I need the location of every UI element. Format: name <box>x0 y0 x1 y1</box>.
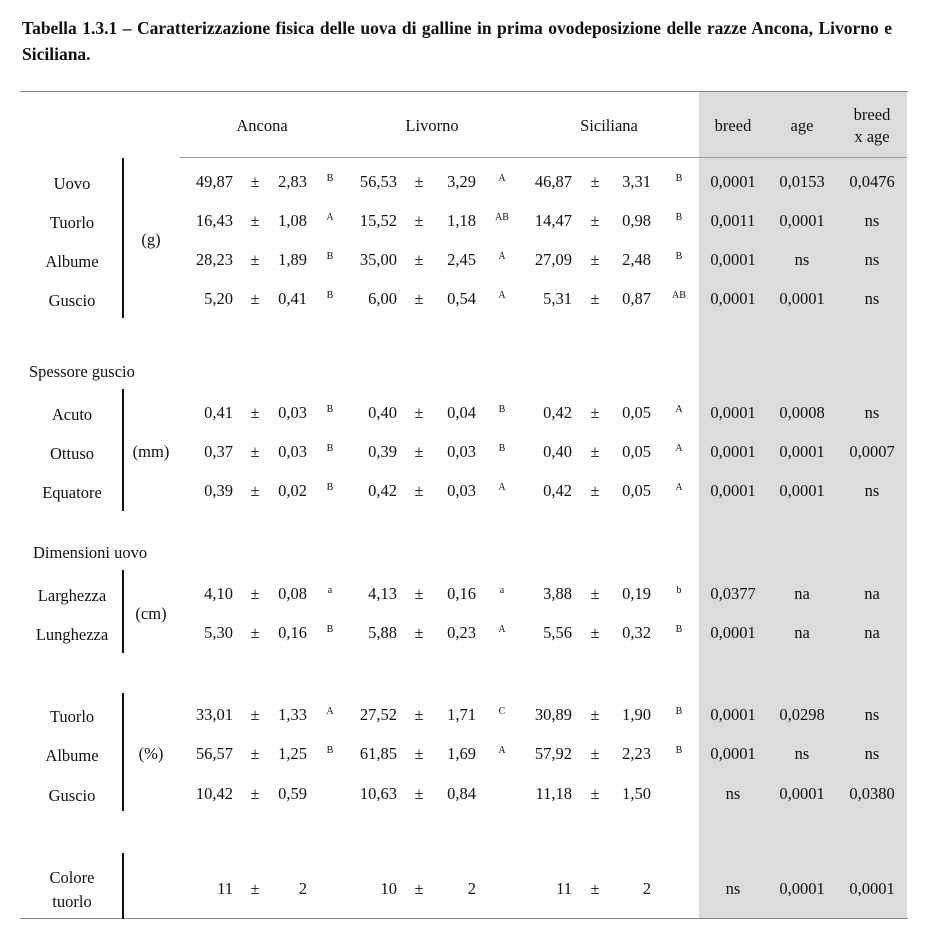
mean-value: 0,39 <box>204 481 233 500</box>
row-label: Ottuso <box>49 444 95 463</box>
sd-value: 0,87 <box>622 289 651 308</box>
plus-minus-sign: ± <box>590 211 600 230</box>
significance-letter: A <box>498 290 506 301</box>
p-value: 0,0001 <box>710 442 756 461</box>
sd-value: 2,45 <box>447 250 476 269</box>
significance-letter: B <box>326 404 334 415</box>
significance-letter: B <box>498 443 506 454</box>
plus-minus-sign: ± <box>590 442 600 461</box>
significance-letter: b <box>676 585 682 596</box>
plus-minus-sign: ± <box>414 784 424 803</box>
unit-label: (mm) <box>132 442 170 461</box>
significance-letter: A <box>498 624 506 635</box>
mean-value: 0,42 <box>368 481 397 500</box>
p-value: 0,0001 <box>779 442 825 461</box>
significance-letter: B <box>326 251 334 262</box>
sd-value: 0,05 <box>622 403 651 422</box>
plus-minus-sign: ± <box>414 584 424 603</box>
p-value: ns <box>864 289 880 308</box>
mean-value: 14,47 <box>534 211 572 230</box>
row-label: Albume <box>45 746 99 765</box>
sd-value: 2,83 <box>278 172 307 191</box>
p-value: na <box>864 584 880 603</box>
sd-value: 0,98 <box>622 211 651 230</box>
p-value: 0,0001 <box>710 289 756 308</box>
mean-value: 4,10 <box>204 584 233 603</box>
plus-minus-sign: ± <box>250 442 260 461</box>
plus-minus-sign: ± <box>590 172 600 191</box>
p-value: 0,0001 <box>779 481 825 500</box>
sd-value: 2 <box>642 879 651 898</box>
mean-value: 61,85 <box>359 744 397 763</box>
p-value: na <box>794 623 810 642</box>
significance-letter: A <box>675 443 683 454</box>
p-value: ns <box>864 744 880 763</box>
sd-value: 3,31 <box>622 172 651 191</box>
plus-minus-sign: ± <box>414 744 424 763</box>
p-value: 0,0153 <box>779 172 825 191</box>
mean-value: 0,40 <box>368 403 397 422</box>
significance-letter: a <box>499 585 505 596</box>
row-label: Tuorlo <box>49 213 95 232</box>
sd-value: 2 <box>467 879 476 898</box>
row-label: Larghezza <box>37 586 107 605</box>
mean-value: 11,18 <box>535 784 572 803</box>
mean-value: 27,52 <box>359 705 397 724</box>
p-value: ns <box>864 705 880 724</box>
p-value: 0,0476 <box>849 172 895 191</box>
p-value: 0,0001 <box>710 403 756 422</box>
mean-value: 0,42 <box>543 403 572 422</box>
plus-minus-sign: ± <box>250 784 260 803</box>
sd-value: 1,08 <box>278 211 307 230</box>
significance-letter: a <box>327 585 333 596</box>
row-label: Guscio <box>48 786 96 805</box>
p-value: ns <box>864 250 880 269</box>
sd-value: 2 <box>298 879 307 898</box>
p-value: 0,0001 <box>779 211 825 230</box>
column-header-ancona: Ancona <box>236 116 288 135</box>
plus-minus-sign: ± <box>414 289 424 308</box>
mean-value: 6,00 <box>368 289 397 308</box>
significance-letter: B <box>498 404 506 415</box>
significance-letter: B <box>675 745 683 756</box>
plus-minus-sign: ± <box>250 879 260 898</box>
plus-minus-sign: ± <box>250 584 260 603</box>
significance-letter: A <box>498 173 506 184</box>
sd-value: 0,19 <box>622 584 651 603</box>
mean-value: 35,00 <box>359 250 397 269</box>
significance-letter: B <box>675 624 683 635</box>
mean-value: 5,56 <box>543 623 572 642</box>
plus-minus-sign: ± <box>414 879 424 898</box>
p-value: 0,0001 <box>779 879 825 898</box>
mean-value: 56,57 <box>195 744 233 763</box>
sd-value: 0,32 <box>622 623 651 642</box>
mean-value: 4,13 <box>368 584 397 603</box>
p-value: ns <box>725 879 741 898</box>
p-value: 0,0007 <box>849 442 895 461</box>
sd-value: 1,69 <box>447 744 476 763</box>
plus-minus-sign: ± <box>590 250 600 269</box>
sd-value: 0,05 <box>622 481 651 500</box>
mean-value: 0,37 <box>204 442 233 461</box>
plus-minus-sign: ± <box>414 172 424 191</box>
sd-value: 1,50 <box>622 784 651 803</box>
sd-value: 1,90 <box>622 705 651 724</box>
p-value: ns <box>794 250 810 269</box>
significance-letter: A <box>326 212 334 223</box>
row-group-divider <box>122 158 124 318</box>
mean-value: 49,87 <box>195 172 233 191</box>
significance-letter: B <box>326 745 334 756</box>
plus-minus-sign: ± <box>414 403 424 422</box>
sd-value: 1,18 <box>447 211 476 230</box>
p-value: 0,0001 <box>710 744 756 763</box>
sd-value: 2,48 <box>622 250 651 269</box>
p-value: ns <box>794 744 810 763</box>
p-value: na <box>864 623 880 642</box>
column-header-siciliana: Siciliana <box>580 116 638 135</box>
unit-label: (%) <box>138 744 164 763</box>
group-title: Spessore guscio <box>29 362 135 381</box>
plus-minus-sign: ± <box>414 211 424 230</box>
plus-minus-sign: ± <box>414 250 424 269</box>
plus-minus-sign: ± <box>414 442 424 461</box>
p-value: 0,0001 <box>710 172 756 191</box>
header-underline <box>180 157 907 158</box>
mean-value: 0,42 <box>543 481 572 500</box>
mean-value: 5,20 <box>204 289 233 308</box>
sd-value: 0,16 <box>278 623 307 642</box>
sd-value: 0,08 <box>278 584 307 603</box>
significance-letter: AB <box>672 290 686 301</box>
sd-value: 2,23 <box>622 744 651 763</box>
bottom-rule <box>20 918 908 919</box>
p-value: 0,0001 <box>710 705 756 724</box>
mean-value: 11 <box>556 879 572 898</box>
significance-letter: B <box>326 290 334 301</box>
plus-minus-sign: ± <box>250 403 260 422</box>
table-caption: Tabella 1.3.1 – Caratterizzazione fisica delle uova di galline in prima ovodeposizione delle razze Ancona, Livorno e Siciliana. <box>22 18 892 64</box>
column-header-stat-1: breed <box>714 116 752 135</box>
mean-value: 16,43 <box>195 211 233 230</box>
significance-letter: A <box>498 251 506 262</box>
sd-value: 1,71 <box>447 705 476 724</box>
plus-minus-sign: ± <box>250 250 260 269</box>
sd-value: 0,84 <box>447 784 476 803</box>
p-value: 0,0001 <box>710 481 756 500</box>
significance-letter: A <box>326 706 334 717</box>
mean-value: 15,52 <box>359 211 397 230</box>
row-label: Uovo <box>53 174 91 193</box>
sd-value: 1,25 <box>278 744 307 763</box>
plus-minus-sign: ± <box>250 744 260 763</box>
significance-letter: A <box>675 482 683 493</box>
p-value: 0,0001 <box>849 879 895 898</box>
p-value: 0,0001 <box>779 289 825 308</box>
row-label: Guscio <box>48 291 96 310</box>
plus-minus-sign: ± <box>414 705 424 724</box>
p-value: ns <box>864 481 880 500</box>
significance-letter: B <box>675 251 683 262</box>
mean-value: 5,88 <box>368 623 397 642</box>
mean-value: 5,31 <box>543 289 572 308</box>
sd-value: 0,02 <box>278 481 307 500</box>
significance-letter: B <box>326 624 334 635</box>
mean-value: 5,30 <box>204 623 233 642</box>
plus-minus-sign: ± <box>590 879 600 898</box>
mean-value: 0,40 <box>543 442 572 461</box>
plus-minus-sign: ± <box>590 403 600 422</box>
significance-letter: A <box>675 404 683 415</box>
row-group-divider <box>122 693 124 811</box>
sd-value: 1,33 <box>278 705 307 724</box>
significance-letter: B <box>326 482 334 493</box>
column-header-stat-2: age <box>790 116 814 135</box>
sd-value: 0,03 <box>447 442 476 461</box>
plus-minus-sign: ± <box>590 623 600 642</box>
plus-minus-sign: ± <box>590 481 600 500</box>
p-value: na <box>794 584 810 603</box>
row-label: Lunghezza <box>35 625 109 644</box>
column-header-livorno: Livorno <box>405 116 459 135</box>
significance-letter: AB <box>495 212 509 223</box>
plus-minus-sign: ± <box>250 481 260 500</box>
p-value: 0,0001 <box>779 784 825 803</box>
mean-value: 10 <box>380 879 397 898</box>
sd-value: 3,29 <box>447 172 476 191</box>
plus-minus-sign: ± <box>414 481 424 500</box>
p-value: 0,0377 <box>710 584 756 603</box>
p-value: ns <box>864 211 880 230</box>
sd-value: 0,03 <box>278 403 307 422</box>
plus-minus-sign: ± <box>250 289 260 308</box>
significance-letter: B <box>675 706 683 717</box>
p-value: 0,0001 <box>710 623 756 642</box>
sd-value: 0,05 <box>622 442 651 461</box>
row-label: Equatore <box>42 483 102 502</box>
plus-minus-sign: ± <box>590 744 600 763</box>
mean-value: 3,88 <box>543 584 572 603</box>
row-label: Tuorlo <box>49 707 95 726</box>
plus-minus-sign: ± <box>590 784 600 803</box>
plus-minus-sign: ± <box>590 705 600 724</box>
row-group-divider <box>122 570 124 653</box>
mean-value: 56,53 <box>359 172 397 191</box>
sd-value: 0,23 <box>447 623 476 642</box>
group-title: Dimensioni uovo <box>33 543 148 562</box>
p-value: 0,0001 <box>710 250 756 269</box>
mean-value: 28,23 <box>195 250 233 269</box>
plus-minus-sign: ± <box>250 172 260 191</box>
sd-value: 0,03 <box>278 442 307 461</box>
significance-letter: B <box>326 173 334 184</box>
significance-letter: A <box>498 482 506 493</box>
mean-value: 30,89 <box>534 705 572 724</box>
row-label: Acuto <box>51 405 93 424</box>
mean-value: 57,92 <box>534 744 572 763</box>
significance-letter: B <box>326 443 334 454</box>
mean-value: 10,63 <box>359 784 397 803</box>
p-value: ns <box>725 784 741 803</box>
mean-value: 0,39 <box>368 442 397 461</box>
mean-value: 46,87 <box>534 172 572 191</box>
significance-letter: C <box>498 706 506 717</box>
significance-letter: B <box>675 212 683 223</box>
p-value: ns <box>864 403 880 422</box>
sd-value: 0,16 <box>447 584 476 603</box>
plus-minus-sign: ± <box>250 211 260 230</box>
sd-value: 0,59 <box>278 784 307 803</box>
plus-minus-sign: ± <box>590 289 600 308</box>
plus-minus-sign: ± <box>590 584 600 603</box>
mean-value: 33,01 <box>195 705 233 724</box>
row-group-divider <box>122 389 124 511</box>
p-value: 0,0298 <box>779 705 825 724</box>
sd-value: 0,41 <box>278 289 307 308</box>
plus-minus-sign: ± <box>250 623 260 642</box>
mean-value: 11 <box>217 879 233 898</box>
sd-value: 1,89 <box>278 250 307 269</box>
row-label: Albume <box>45 252 99 271</box>
mean-value: 0,41 <box>204 403 233 422</box>
mean-value: 27,09 <box>534 250 572 269</box>
sd-value: 0,03 <box>447 481 476 500</box>
unit-label: (g) <box>141 230 161 249</box>
significance-letter: A <box>498 745 506 756</box>
column-header-stat-3: breed x age <box>853 105 891 146</box>
plus-minus-sign: ± <box>250 705 260 724</box>
row-label: Colore tuorlo <box>49 868 95 911</box>
p-value: 0,0008 <box>779 403 825 422</box>
plus-minus-sign: ± <box>414 623 424 642</box>
significance-letter: B <box>675 173 683 184</box>
row-group-divider <box>122 853 124 919</box>
p-value: 0,0011 <box>710 211 756 230</box>
mean-value: 10,42 <box>195 784 233 803</box>
sd-value: 0,54 <box>447 289 476 308</box>
sd-value: 0,04 <box>447 403 476 422</box>
p-value: 0,0380 <box>849 784 895 803</box>
unit-label: (cm) <box>135 604 167 623</box>
